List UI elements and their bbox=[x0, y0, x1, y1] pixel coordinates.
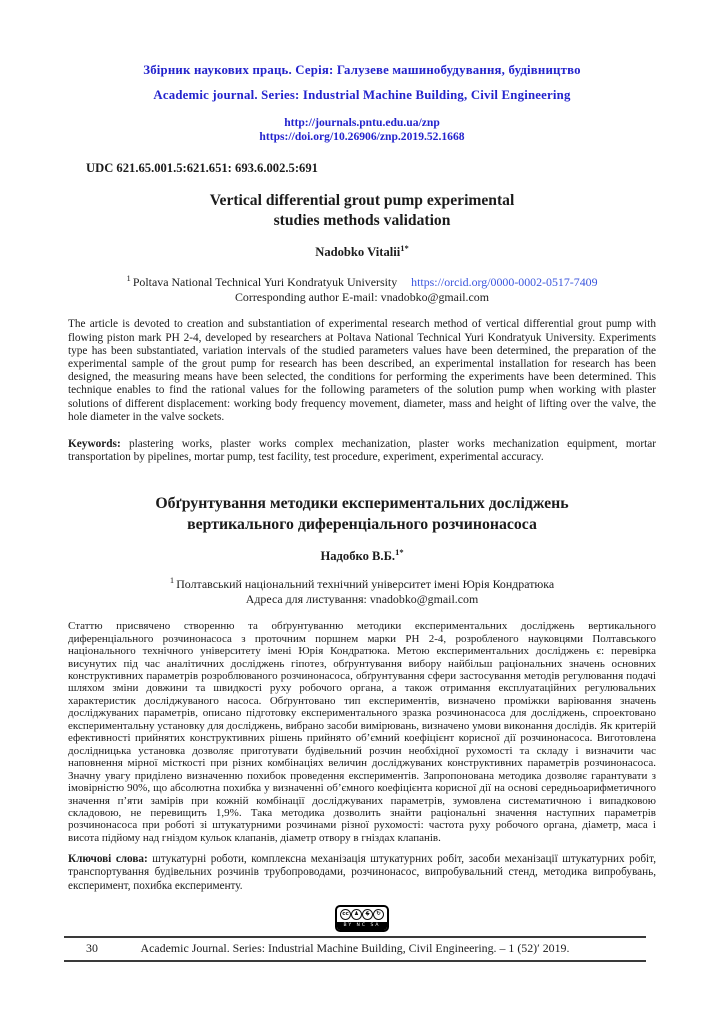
affiliation-line bbox=[0, 271, 724, 290]
footer-journal-line: Academic Journal. Series: Industrial Machine Building, Civil Engineering. – 1 (52)′ 2019. bbox=[140, 941, 570, 955]
uk-correspondence-line: Адреса для листування: vnadobko@gmail.com bbox=[245, 592, 479, 607]
cc-icon: cc bbox=[340, 909, 351, 920]
affiliation-text: Poltava National Technical Yuri Kondratyuk University bbox=[132, 275, 398, 290]
share-alike-icon: ↻ bbox=[373, 909, 384, 920]
doi-link[interactable]: https://doi.org/10.26906/znp.2019.52.1668 bbox=[259, 129, 465, 143]
uk-keywords-label: Ключові слова: bbox=[68, 853, 148, 866]
author-superscript: 1* bbox=[400, 243, 409, 254]
article-title-english bbox=[0, 191, 724, 230]
uk-title-line1: Обґрунтування методики експериментальних досліджень bbox=[155, 495, 569, 512]
uk-title-line2: вертикального диференціального розчинонасоса bbox=[187, 515, 537, 533]
page-number: 30 bbox=[86, 941, 98, 955]
author-name: Nadobko Vitalii bbox=[315, 245, 401, 260]
cc-license-badge[interactable] bbox=[335, 905, 389, 932]
abstract-ukrainian: Статтю присвячено створенню та обґрунтуванню методики експериментальних досліджень вертикального диференціального розчинонасоса з проточним поршнем марки РН 2-4, розробленого науковцями Полтавського національного технічного університету імені Юрія Кондратюка. Метою експериментальних досліджень є: перевірка висунутих під час аналітичних досліджень гіпотез, обґрунтування вибору найбільш раціональних значень основних конструктивних параметрів розроблюваного розчинонасоса, обґрунтування сфери застосування методів регулювання подачі шляхом зміни довжини та швидкості руху робочого органа, а також отримання експлуатаційних регулювальних характеристик досліджуваного насоса. Обґрунтовано тип експериментів, визначено проміжки варіювання значень досліджуваних параметрів, описано підготовку експериментального зразка розчинонасоса для досліджень, спроектовано експериментальну установку для досліджень, вибрано засоби вимірювань, визначено умови виконання дослідів. Як критерій ефективності прийнятих конструктивних рішень прийнято об’ємний коефіцієнт корисної дії розчинонасоса. Виготовлена дослідницька установка дозволяє приготувати будівельний розчин необхідної рухомості та складу і визначити час наповнення мірної місткості при різних комбінаціях величин досліджуваних конструктивних параметрів розчинонасоса. Значну увагу приділено визначенню похибок проведення експериментів. Запропонована методика дозволяє гарантувати з імовірністю 90%, що абсолютна похибка у визначенні об’ємного коефіцієнта корисної дії на основі середньоарифметичного значення п’яти замірів при кожній комбінації досліджуваних параметрів, зумовлена систематичною і випадковою складовою, не перевищить 1,9%. Така методика дозволить знайти раціональні значення наступних параметрів розчинонасоса при роботі зі штукатурними розчинами різної рухомості: частота руху робочого органа, діаметр, маса і висота підйому над гніздом кульок клапанів, діаметр отвору в гніздах клапанів. bbox=[68, 620, 656, 844]
keywords-text: plastering works, plaster works complex mechanization, plaster works mechanization equipment, mortar transportation by pipelines, mortar pump, test facility, test procedure, experiment, experimental accuracy. bbox=[68, 437, 656, 464]
uk-affiliation-line bbox=[0, 573, 724, 592]
keywords-label: Keywords: bbox=[68, 437, 121, 450]
uk-affiliation-superscript: 1 bbox=[169, 575, 177, 586]
affiliation-english bbox=[0, 271, 724, 305]
cc-icons-row bbox=[337, 907, 387, 922]
article-title-ukrainian bbox=[0, 494, 724, 535]
keywords-english bbox=[68, 438, 656, 464]
uk-author-name: Надобко В.Б. bbox=[320, 549, 396, 564]
uk-author-superscript: 1* bbox=[395, 547, 404, 557]
author-ukrainian bbox=[0, 547, 724, 564]
page-footer bbox=[64, 936, 646, 962]
affiliation-ukrainian bbox=[0, 573, 724, 607]
keywords-ukrainian bbox=[68, 853, 656, 892]
journal-title-english: Academic journal. Series: Industrial Machine Building, Civil Engineering bbox=[153, 88, 571, 102]
affiliation-superscript: 1 bbox=[126, 273, 133, 284]
journal-title-ukrainian: Збірник наукових праць. Серія: Галузеве машинобудування, будівництво bbox=[143, 63, 581, 77]
journal-header bbox=[0, 0, 724, 143]
article-title-line1: Vertical differential grout pump experimental bbox=[209, 192, 515, 210]
author-english bbox=[0, 243, 724, 260]
corresponding-author-line: Corresponding author E-mail: vnadobko@gmail.com bbox=[235, 290, 489, 305]
uk-affiliation-text: Полтавський національний технічний університет імені Юрія Кондратюка bbox=[176, 577, 555, 592]
journal-site-link[interactable]: http://journals.pntu.edu.ua/znp bbox=[284, 116, 440, 129]
abstract-english: The article is devoted to creation and substantiation of experimental research method of vertical differential grout pump with flowing piston mark PH 2-4, developed by researchers at Poltava National Technical Yuri Kondratyuk University. Experiments type has been substantiated, variation intervals of the studied parameters values have been determined, the preparation of the experimental sample of the grout pump for research has been described, an experimental installation for research has been designed, the measuring means have been selected, the conditions for performing the experiments have been determined. This technique enables to find the rational values for the following parameters of the solution pump when working with plaster solutions of different displacement: working body frequency movement, diameter, mass and height of lifting over the valve, the hole diameter in the valve sockets. bbox=[68, 318, 656, 423]
uk-keywords-text: штукатурні роботи, комплексна механізація штукатурних робіт, засоби механізації штукатурних робіт, транспортування будівельних розчинів трубопроводами, розчинонасос, випробувальний стенд, методика випробувань, експеримент, похибка експерименту. bbox=[68, 853, 656, 892]
orcid-link[interactable]: https://orcid.org/0000-0002-0517-7409 bbox=[411, 275, 598, 290]
attribution-icon: ♟ bbox=[351, 909, 362, 920]
ukrainian-section bbox=[0, 494, 724, 893]
non-commercial-icon: $ bbox=[362, 909, 373, 920]
cc-strip-labels: BY NC SA bbox=[337, 922, 387, 930]
udc-code: UDC 621.65.001.5:621.651: 693.6.002.5:691 bbox=[86, 161, 318, 176]
article-title-line2: studies methods validation bbox=[273, 211, 451, 229]
